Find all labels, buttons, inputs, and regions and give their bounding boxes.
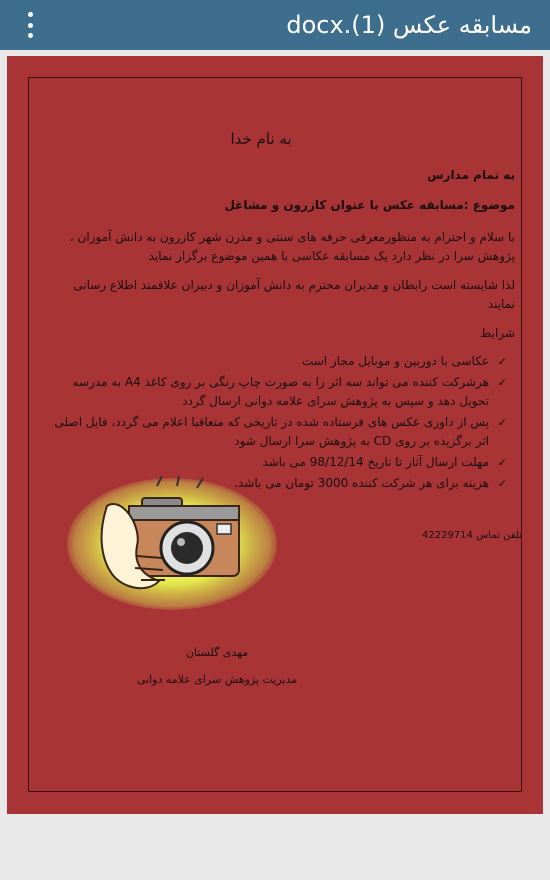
doc-heading: به نام خدا bbox=[230, 130, 292, 148]
condition-item bbox=[47, 373, 507, 411]
condition-text: پس از داوری عکس های فرستاده شده در تاریخی که متعاقبا اعلام می گردد، فایل اصلی اثر برگزیده بر روی CD به پژوهش سرا ارسال شود bbox=[54, 415, 489, 448]
check-icon: ✓ bbox=[497, 477, 507, 490]
condition-text: عکاسی با دوربین و موبایل مجاز است bbox=[301, 354, 489, 368]
camera-illustration bbox=[67, 476, 277, 611]
check-icon: ✓ bbox=[497, 416, 507, 429]
overflow-menu-icon[interactable] bbox=[18, 10, 42, 40]
check-icon: ✓ bbox=[497, 355, 507, 368]
recipient-line: به تمام مدارس bbox=[427, 168, 515, 182]
signature-title: مدیریت پژوهش سرای علامه دوانی bbox=[136, 673, 298, 686]
condition-item bbox=[47, 352, 507, 371]
subject-line: موضوع :مسابقه عکس با عنوان کازرون و مشاغل bbox=[224, 198, 515, 212]
signature-name: مهدی گلستان bbox=[185, 646, 249, 659]
condition-text: مهلت ارسال آثار تا تاریخ 98/12/14 می باشد bbox=[262, 455, 489, 469]
document-page bbox=[7, 56, 543, 814]
document-body bbox=[47, 120, 515, 495]
intro-paragraph: با سلام و احترام به منظورمعرفی حرفه های سنتی و مدرن شهر کازرون به دانش آموزان ، پژوهش سرا در نظر دارد یک مسابقه عکاسی با همین موضوع برگزار نماید bbox=[69, 230, 515, 263]
check-icon: ✓ bbox=[497, 456, 507, 469]
condition-item bbox=[47, 453, 507, 472]
conditions-list bbox=[47, 352, 515, 493]
phone-number: تلفن تماس 42229714 bbox=[422, 530, 522, 541]
document-viewer[interactable] bbox=[0, 50, 550, 880]
notice-paragraph: لذا شایسته است رابطان و مدیران محترم به دانش آموزان و دبیران علاقمند اطلاع رسانی نمایند bbox=[73, 278, 515, 311]
document-title: مسابقه عکس (1).docx bbox=[286, 11, 532, 39]
check-icon: ✓ bbox=[497, 376, 507, 389]
condition-text: هرشرکت کننده می تواند سه اثر را به صورت چاپ رنگی بر روی کاغذ A4 به مدرسه تحویل دهد و سپس به پژوهش سرای علامه دوانی ارسال گردد bbox=[72, 375, 489, 408]
condition-text: هزینه برای هر شرکت کننده 3000 تومان می باشد. bbox=[234, 476, 489, 490]
signature-block bbox=[117, 646, 317, 686]
app-bar bbox=[0, 0, 550, 50]
conditions-title: شرایط bbox=[480, 326, 515, 340]
condition-item bbox=[47, 413, 507, 451]
